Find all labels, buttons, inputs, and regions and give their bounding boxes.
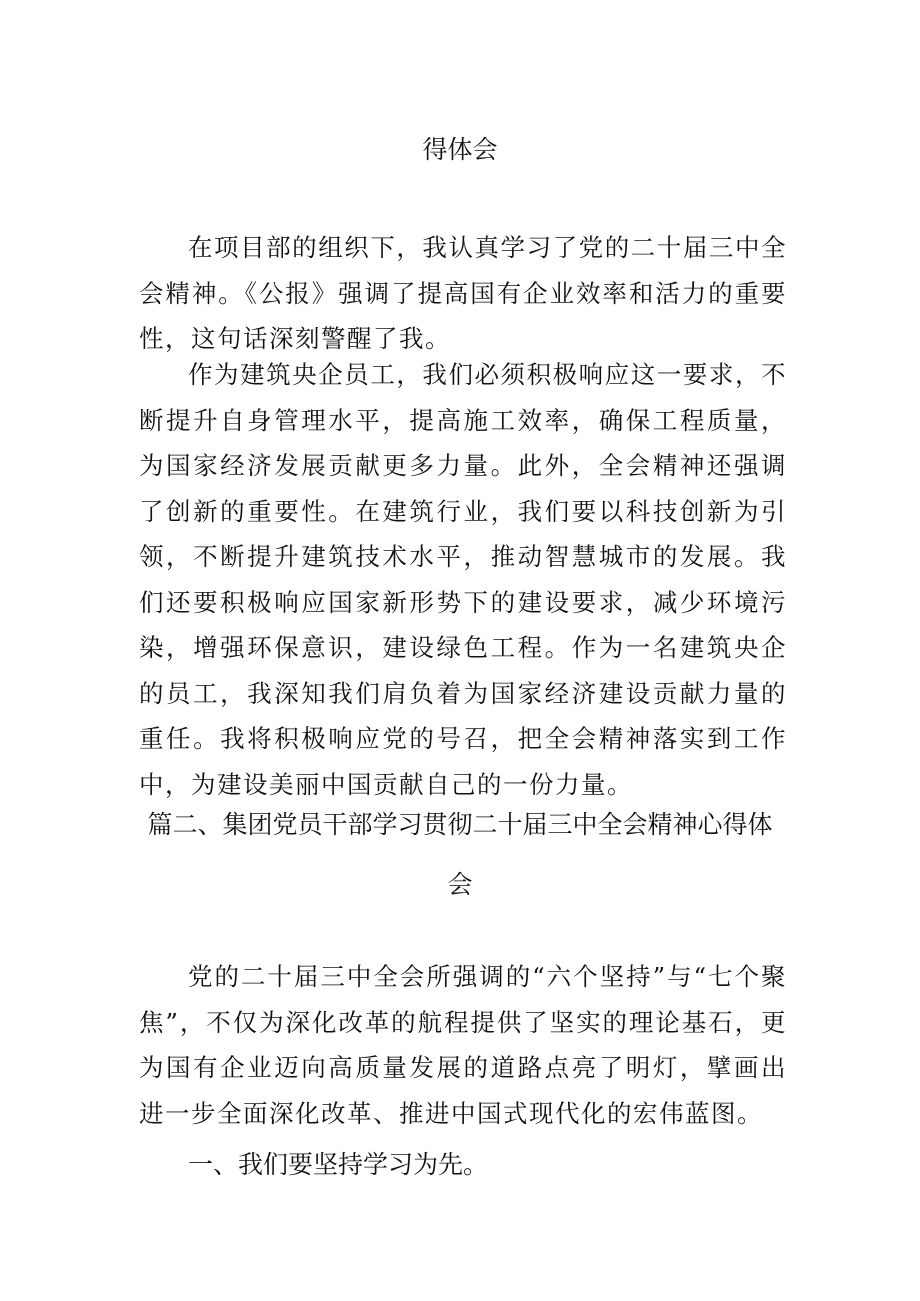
section2-title-line1: 篇二、集团党员干部学习贯彻二十届三中全会精神心得体 [147, 810, 773, 839]
section2-title-line2: 会 [447, 870, 473, 899]
subheading-study-first: 一、我们要坚持学习为先。 [188, 1150, 489, 1179]
paragraph-employee-response: 作为建筑央企员工，我们必须积极响应这一要求，不断提升自身管理水平，提高施工效率，确保工程质量，为国家经济发展贡献更多力量。此外，全会精神还强调了创新的重要性。在建筑行业，我们要以科技创新为引领，不断提升建筑技术水平，推动智慧城市的发展。我们还要积极响应国家新形势下的建设要求，减少环境污染，增强环保意识，建设绿色工程。作为一名建筑央企的员工，我深知我们肩负着为国家经济建设贡献力量的重任。我将积极响应党的号召，把全会精神落实到工作中，为建设美丽中国贡献自己的一份力量。 [139, 360, 787, 799]
paragraph-six-seven: 党的二十届三中全会所强调的“六个坚持”与“七个聚焦”，不仅为深化改革的航程提供了坚实的理论基石，更为国有企业迈向高质量发展的道路点亮了明灯，擘画出进一步全面深化改革、推进中国式现代化的宏伟蓝图。 [139, 962, 787, 1128]
paragraph-study-intro: 在项目部的组织下，我认真学习了党的二十届三中全会精神。《公报》强调了提高国有企业效率和活力的重要性，这句话深刻警醒了我。 [139, 233, 787, 353]
section-title-tail: 得体会 [422, 135, 498, 164]
